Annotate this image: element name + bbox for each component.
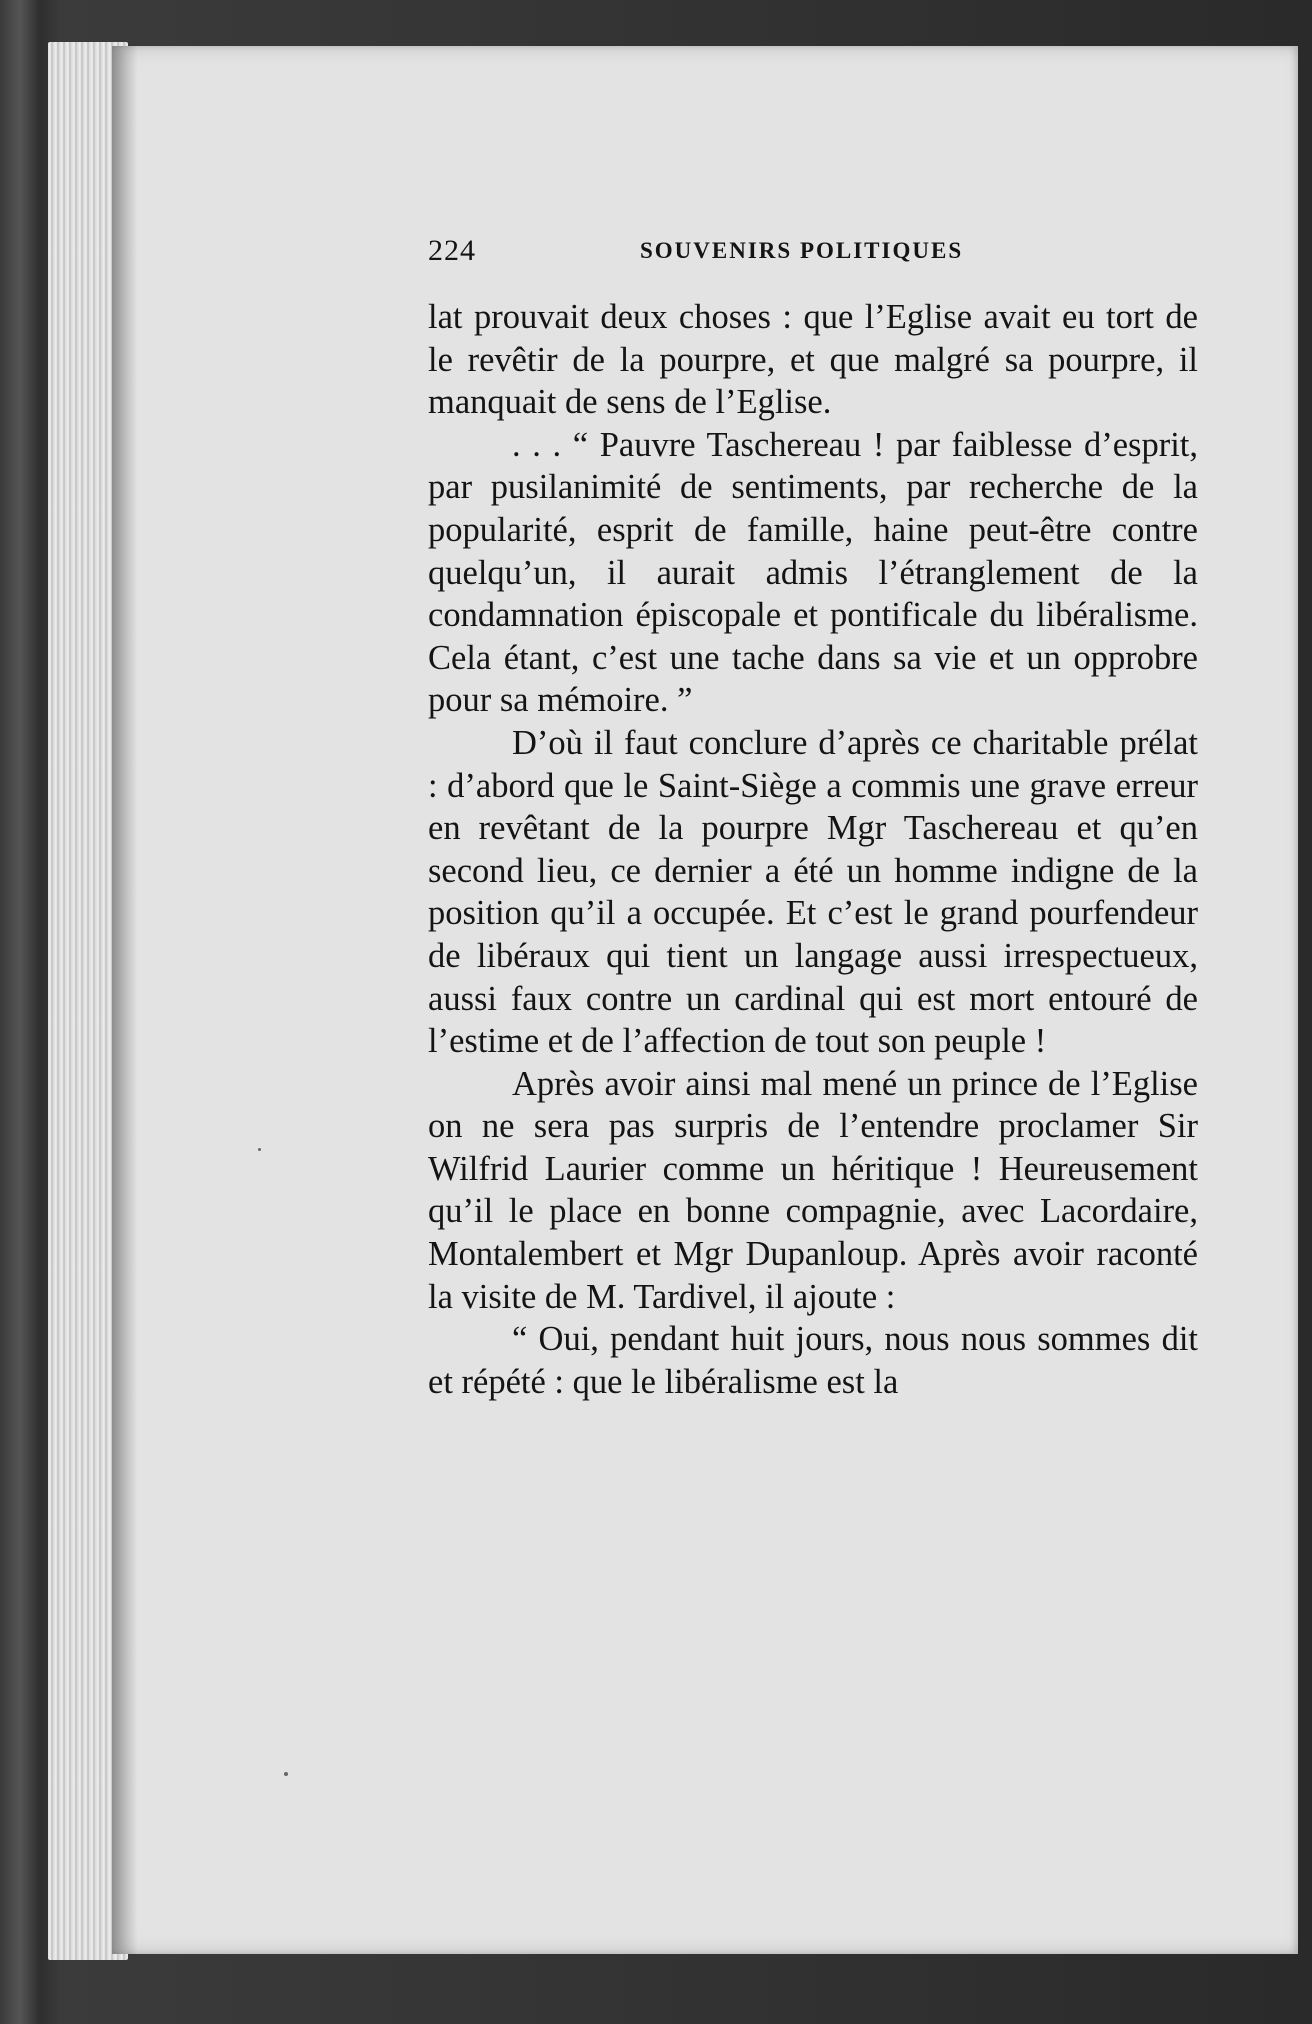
page-number: 224 — [428, 234, 476, 267]
paragraph-continuation: lat prouvait deux choses : que l’Eglise avait eu tort de le revêtir de la pourpre, et que malgré sa pourpre, il manquait de sens de l’Eglise. — [428, 298, 1198, 422]
running-head — [428, 226, 1198, 274]
scan-speck — [258, 1148, 261, 1151]
paragraph-laurier: Après avoir ainsi mal mené un prince de l’Eglise on ne sera pas surpris de l’entendre proclamer Sir Wilfrid Laurier comme un héritique ! Heureusement qu’il le place en bonne compagnie, avec Lacordaire, Montalembert et Mgr Dupanloup. Après avoir raconté la visite de M. Tardivel, il ajoute : — [428, 1064, 1198, 1316]
text-block — [428, 226, 1198, 1403]
paragraph-quote-liberalism: “ Oui, pendant huit jours, nous nous sommes dit et répété : que le libéralisme est la — [428, 1320, 1198, 1401]
gutter-shadow — [112, 46, 138, 1954]
paragraph-quote-taschereau: . . . “ Pauvre Taschereau ! par faiblesse d’esprit, par pusilanimité de sentiments, par recherche de la popularité, esprit de famille, haine peut-être contre quelqu’un, il aurait admis l’étranglement de la condamnation épiscopale et pontificale du libéralisme. Cela étant, c’est une tache dans sa vie et un opprobre pour sa mémoire. ” — [428, 425, 1198, 720]
scan-speck — [284, 1772, 288, 1776]
paragraph-conclusion: D’où il faut conclure d’après ce charitable prélat : d’abord que le Saint-Siège a commis une grave erreur en revêtant de la pourpre Mgr Taschereau et qu’en second lieu, ce dernier a été un homme indigne de la position qu’il a occupée. Et c’est le grand pourfendeur de libéraux qui tient un langage aussi irrespectueux, aussi faux contre un cardinal qui est mort entouré de l’estime et de l’affection de tout son peuple ! — [428, 723, 1198, 1061]
running-title: SOUVENIRS POLITIQUES — [640, 238, 964, 263]
